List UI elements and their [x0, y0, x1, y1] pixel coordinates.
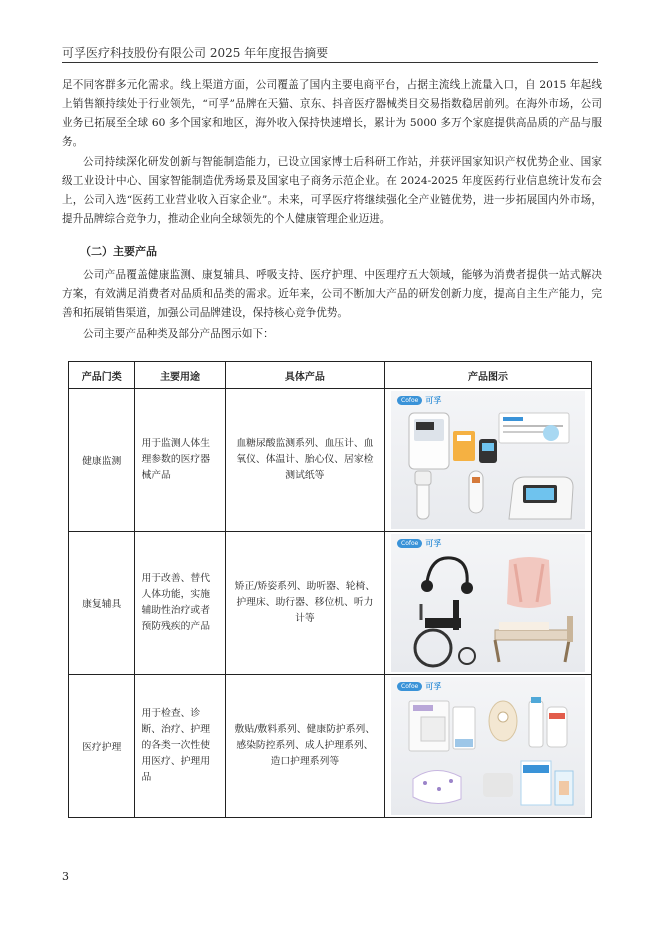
paragraph-intro: 公司主要产品种类及部分产品图示如下：: [83, 328, 274, 340]
header-use: 主要用途: [135, 362, 225, 389]
table-row: [69, 532, 592, 675]
health-monitoring-illustration: [391, 391, 585, 529]
header-category: 产品门类: [69, 362, 135, 389]
row-use: 用于检查、诊断、治疗、护理的各类一次性使用医疗、护理用品: [135, 675, 225, 818]
rehabilitation-product-image: [391, 534, 585, 672]
page-header: 可孚医疗科技股份有限公司 2025 年年度报告摘要: [62, 46, 329, 60]
product-table: [68, 361, 592, 818]
paragraph-products: 公司产品覆盖健康监测、康复辅具、呼吸支持、医疗护理、中医理疗五大领域，能够为消费者提供一站式解决方案，有效满足消费者对品质和品类的需求。近年来，公司不断加大产品的研发创新力度，提高自主生产能力，完善和拓展销售渠道，加强公司品牌建设，保持核心竞争优势。: [62, 269, 602, 319]
row-category: 健康监测: [69, 389, 135, 532]
row-use: 用于改善、替代人体功能，实施辅助性治疗或者预防残疾的产品: [135, 532, 225, 675]
row-category: 医疗护理: [69, 675, 135, 818]
health-monitoring-product-image: [391, 391, 585, 529]
medical-care-illustration: [391, 677, 585, 815]
row-category: 康复辅具: [69, 532, 135, 675]
paragraph-channels: 足不同客群多元化需求。线上渠道方面，公司覆盖了国内主要电商平台，占据主流线上流量入口，自 2015 年起线上销售额持续处于行业领先，“可孚”品牌在天猫、京东、抖音医疗器械类目交易指数稳居前列。在海外市场，公司业务已拓展至全球 60 多个国家和地区，海外收入保持快速增长，累计为 5000 多万个家庭提供高品质的产品与服务。: [62, 79, 602, 148]
paragraph-rnd: 公司持续深化研发创新与智能制造能力，已设立国家博士后科研工作站，并获评国家知识产权优势企业、国家级工业设计中心、国家智能制造优秀场景及国家电子商务示范企业。在 2024-2025 年度医药行业信息统计发布会上，公司入选“医药工业营业收入百家企业”。未来，可孚医疗将继续强化全产业链优势，进一步拓展国内外市场，提升品牌综合竞争力，推动企业向全球领先的个人健康管理企业迈进。: [62, 156, 602, 225]
rehabilitation-illustration: [391, 534, 585, 672]
brand-logo: Cofoe 可孚: [397, 681, 441, 692]
table-header-row: [69, 362, 592, 389]
brand-logo: Cofoe 可孚: [397, 395, 441, 406]
medical-care-product-image: [391, 677, 585, 815]
page-number: 3: [62, 870, 69, 883]
section-title: （二）主要产品: [80, 245, 157, 258]
table-row: [69, 389, 592, 532]
header-products: 具体产品: [225, 362, 384, 389]
brand-logo: Cofoe 可孚: [397, 538, 441, 549]
row-use: 用于监测人体生理参数的医疗器械产品: [135, 389, 225, 532]
row-products: 矫正/矫姿系列、助听器、轮椅、护理床、助行器、移位机、听力计等: [225, 532, 384, 675]
header-image: 产品图示: [385, 362, 592, 389]
table-row: [69, 675, 592, 818]
row-products: 敷贴/敷料系列、健康防护系列、感染防控系列、成人护理系列、造口护理系列等: [225, 675, 384, 818]
header-rule: [62, 62, 598, 63]
row-products: 血糖尿酸监测系列、血压计、血氧仪、体温计、胎心仪、居家检测试纸等: [225, 389, 384, 532]
